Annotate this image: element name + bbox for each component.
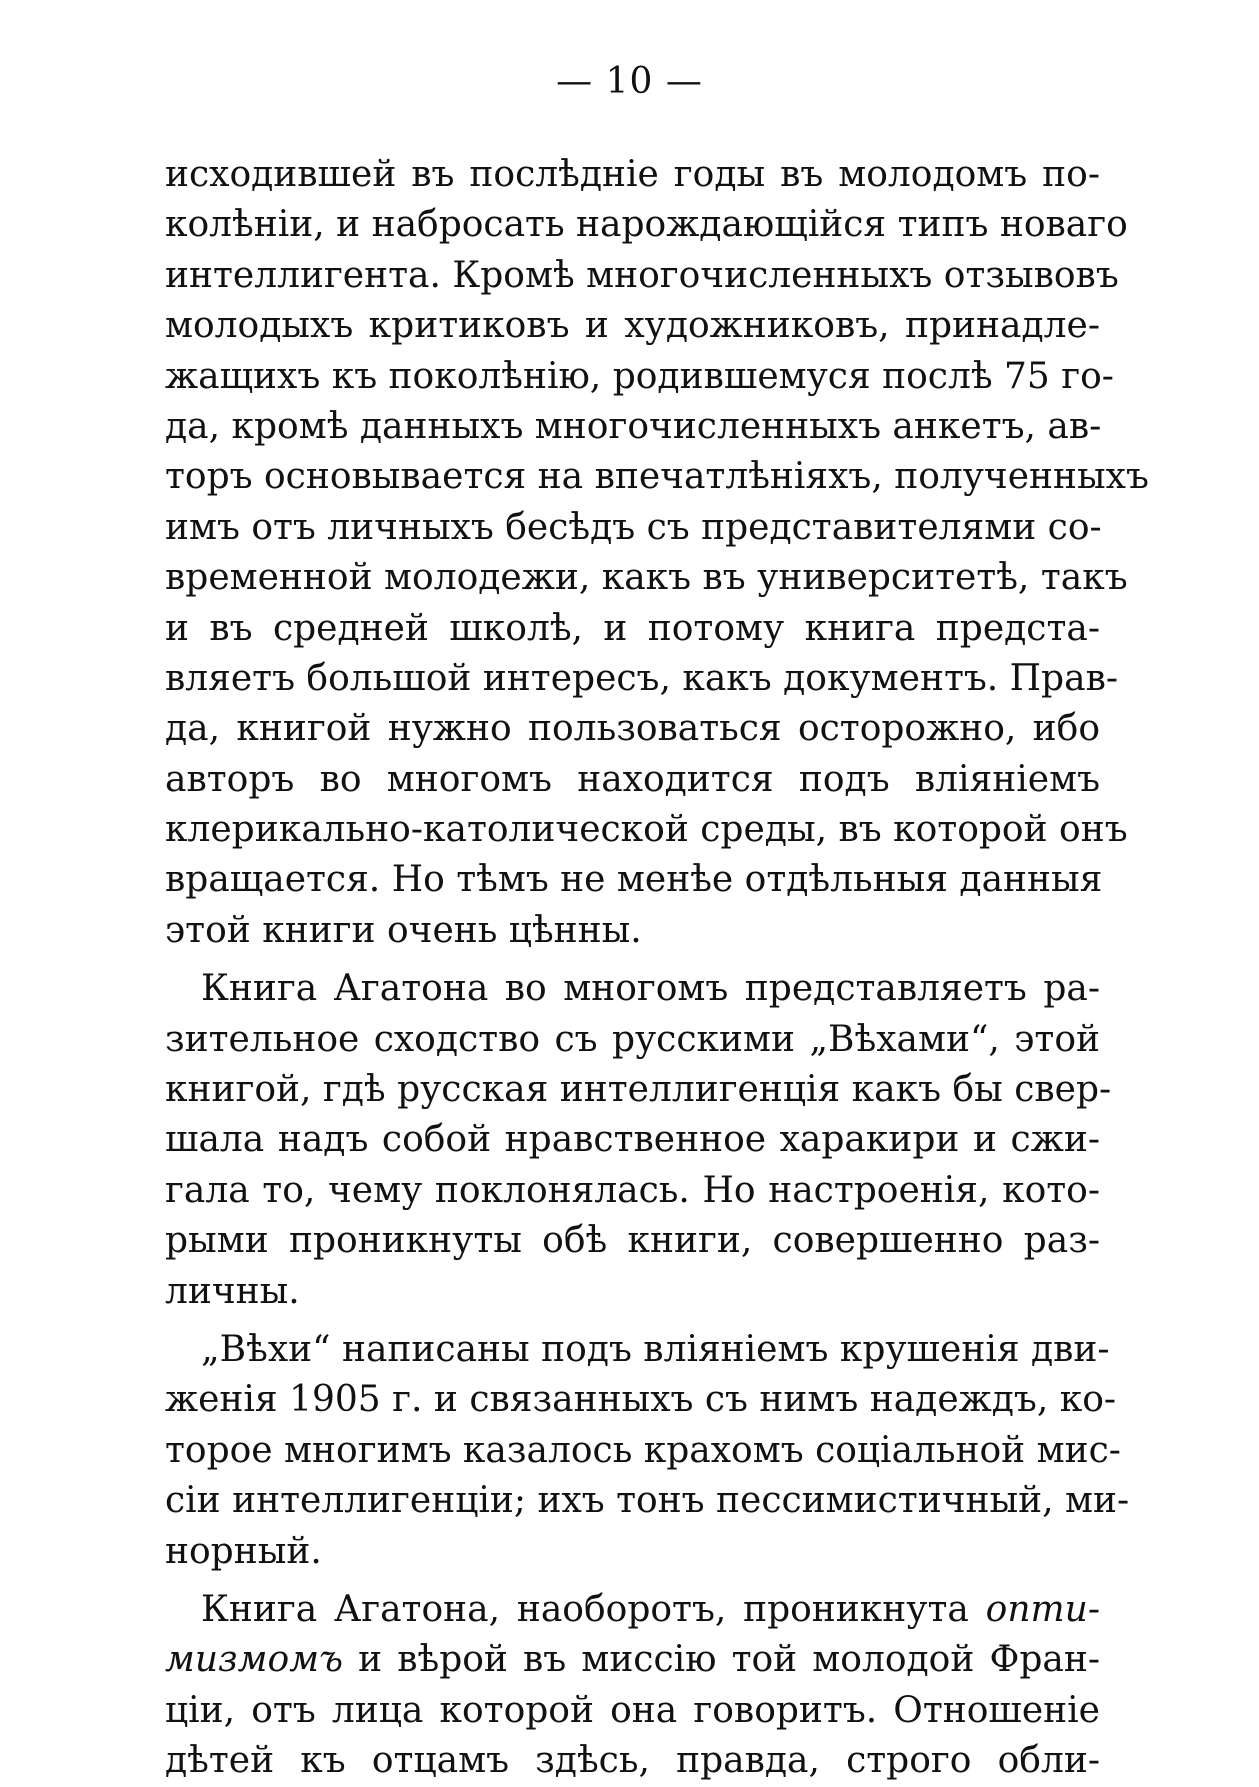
text-line: и въ средней школѣ, и потому книга предста- xyxy=(165,607,1100,649)
text-line: молодыхъ критиковъ и художниковъ, принадле- xyxy=(165,305,1100,347)
text-line: торое многимъ казалось крахомъ соціальной мис- xyxy=(165,1429,1121,1471)
text-line: авторъ во многомъ находится подъ вліяніемъ xyxy=(165,758,1100,800)
text-line: временной молодежи, какъ въ университетѣ, такъ xyxy=(165,557,1128,599)
text-line: вляетъ большой интересъ, какъ документъ. Прав- xyxy=(165,657,1118,699)
text-line: зительное сходство съ русскими „Вѣхами“, этой xyxy=(165,1018,1100,1060)
paragraph-1 xyxy=(165,150,1149,956)
text-line: рыми проникнуты обѣ книги, совершенно раз- xyxy=(165,1220,1100,1262)
text-line: норный. xyxy=(165,1530,322,1572)
text-line: этой книги очень цѣнны. xyxy=(165,909,642,951)
text-line: жащихъ къ поколѣнію, родившемуся послѣ 75 го- xyxy=(165,355,1114,397)
paragraph-4 xyxy=(165,1585,1100,1787)
text-line xyxy=(165,1635,1100,1685)
text-line: личны. xyxy=(165,1270,300,1312)
page-number: — 10 — xyxy=(556,61,703,102)
paragraph-2 xyxy=(165,964,1112,1317)
text-line: интеллигента. Кромѣ многочисленныхъ отзывовъ xyxy=(165,254,1119,296)
text-line: гала то, чему поклонялась. Но настроенія, кото- xyxy=(165,1169,1100,1211)
text-line: да, кромѣ данныхъ многочисленныхъ анкетъ, ав- xyxy=(165,405,1102,447)
text-line: книгой, гдѣ русская интеллигенція какъ бы свер- xyxy=(165,1069,1112,1111)
paragraph-3 xyxy=(165,1325,1130,1577)
text-line: дѣтей къ отцамъ здѣсь, правда, строго обли- xyxy=(165,1740,1100,1782)
text-line xyxy=(165,1585,1100,1635)
text-line: колѣніи, и набросать нарождающійся типъ новаго xyxy=(165,204,1128,246)
text-line: шала надъ собой нравственное харакири и сжи- xyxy=(165,1119,1100,1161)
italic-text: опти- xyxy=(985,1588,1100,1630)
text-line: сіи интеллигенціи; ихъ тонъ пессимистичный, ми- xyxy=(165,1480,1130,1522)
text-line: клерикально-католической среды, въ которой онъ xyxy=(165,809,1128,851)
text-line: ціи, отъ лица которой она говоритъ. Отношеніе xyxy=(165,1689,1100,1731)
text-line: Книга Агатона во многомъ представляетъ ра- xyxy=(201,968,1100,1010)
text-line: исходившей въ послѣдніе годы въ молодомъ по- xyxy=(165,154,1100,195)
text-line: да, книгой нужно пользоваться осторожно, ибо xyxy=(165,708,1100,750)
text-line: имъ отъ личныхъ бесѣдъ съ представителями со- xyxy=(165,506,1102,548)
body-text xyxy=(165,150,1149,1787)
text-line: „Вѣхи“ написаны подъ вліяніемъ крушенія дви- xyxy=(201,1328,1110,1370)
italic-text: мизмомъ xyxy=(165,1639,344,1681)
text-segment: Книга Агатона, наоборотъ, проникнута xyxy=(201,1588,986,1630)
text-line: вращается. Но тѣмъ не менѣе отдѣльныя данныя xyxy=(165,859,1103,901)
text-segment: и вѣрой въ миссію той молодой Фран- xyxy=(343,1639,1100,1681)
text-line: женія 1905 г. и связанныхъ съ нимъ надеждъ, ко- xyxy=(165,1379,1117,1421)
text-line: торъ основывается на впечатлѣніяхъ, полученныхъ xyxy=(165,456,1149,498)
